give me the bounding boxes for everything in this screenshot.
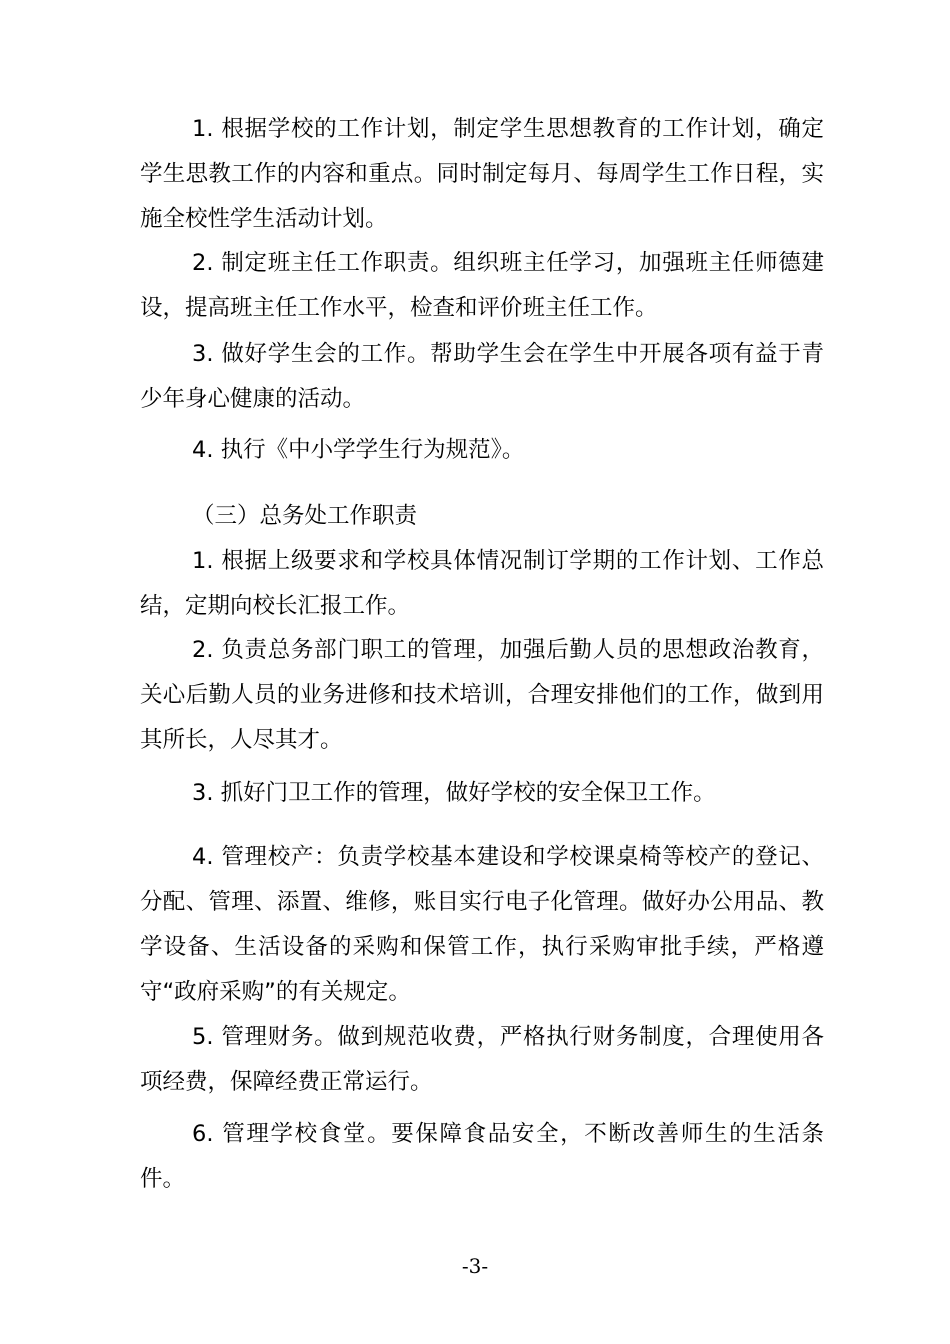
paragraph-general-affairs-1: 1. 根据上级要求和学校具体情况制订学期的工作计划、工作总结，定期向校长汇报工作。	[140, 548, 824, 619]
paragraph-general-affairs-3: 3. 抓好门卫工作的管理，做好学校的安全保卫工作。	[192, 780, 716, 806]
page-number: -3-	[461, 1254, 489, 1278]
paragraph-student-affairs-1: 1. 根据学校的工作计划，制定学生思想教育的工作计划，确定学生思教工作的内容和重点。同时制定每月、每周学生工作日程，实施全校性学生活动计划。	[140, 116, 824, 232]
paragraph-student-affairs-3: 3. 做好学生会的工作。帮助学生会在学生中开展各项有益于青少年身心健康的活动。	[140, 341, 824, 412]
section-heading-general-affairs: （三）总务处工作职责	[192, 503, 418, 529]
paragraph-general-affairs-6: 6. 管理学校食堂。要保障食品安全，不断改善师生的生活条件。	[140, 1121, 824, 1192]
paragraph-general-affairs-2: 2. 负责总务部门职工的管理，加强后勤人员的思想政治教育，关心后勤人员的业务进修和技术培训，合理安排他们的工作，做到用其所长，人尽其才。	[140, 637, 824, 753]
paragraph-student-affairs-4: 4. 执行《中小学学生行为规范》。	[192, 437, 525, 463]
paragraph-general-affairs-5: 5. 管理财务。做到规范收费，严格执行财务制度，合理使用各项经费，保障经费正常运行。	[140, 1024, 824, 1095]
paragraph-student-affairs-2: 2. 制定班主任工作职责。组织班主任学习，加强班主任师德建设，提高班主任工作水平，检查和评价班主任工作。	[140, 250, 824, 321]
paragraph-general-affairs-4: 4. 管理校产：负责学校基本建设和学校课桌椅等校产的登记、分配、管理、添置、维修，账目实行电子化管理。做好办公用品、教学设备、生活设备的采购和保管工作，执行采购审批手续，严格遵守“政府采购”的有关规定。	[140, 844, 824, 1005]
